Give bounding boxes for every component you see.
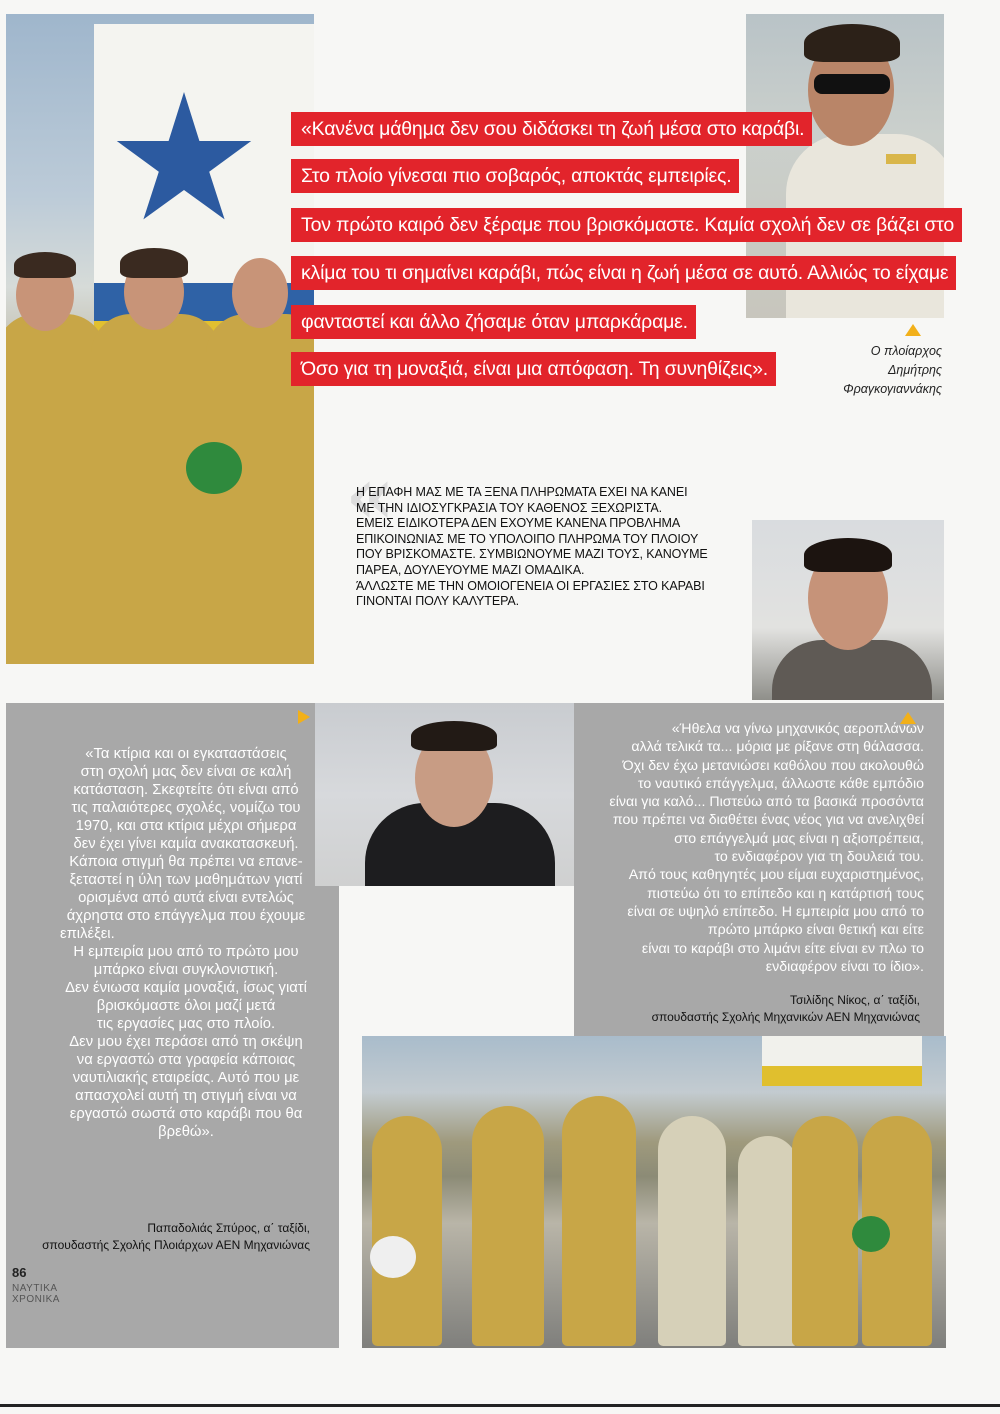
right-student-quote: «Ήθελα να γίνω μηχανικός αεροπλάνων αλλά τελικά τα... μόρια με ρίξανε στη θάλασσα. Όχι δεν έχω μετανιώσει καθόλου που ακολουθώ το ναυτικό επάγγελμα, άλλωστε κάθε εμπόδιο είναι για καλό... Πιστεύω από τα βασικά προσόντα που πρέπει να διαθέτει ένας νέος για να ανελιχθεί στο επάγγελμά μας είναι η αξιοπρέπεια, το ενδιαφέρον για τη δουλειά του. Από τους καθηγητές μου είμαι ευχαριστημένος, πιστεύω ότι το επίπεδο και η κατάρτισή τους είναι σε υψηλό επίπεδο. Η εμπειρία μου από το πρώτο μπάρκο είναι θετική και είτε είναι το καράβι στο λιμάνι είτε είναι εν πλω το ενδιαφέρον είναι το ίδιο». (609, 721, 924, 975)
crew-relations-quote: Η ΕΠΑΦΗ ΜΑΣ ΜΕ ΤΑ ΞΕΝΑ ΠΛΗΡΩΜΑΤΑ ΕΧΕΙ ΝΑ ΚΑΝΕΙ ΜΕ ΤΗΝ ΙΔΙΟΣΥΓΚΡΑΣΙΑ ΤΟΥ ΚΑΘΕΝΟΣ ΞΕΧΩΡΙΣΤΑ. ΕΜΕΙΣ ΕΙΔΙΚΟΤΕΡΑ ΔΕΝ ΕΧΟΥΜΕ ΚΑΝΕΝΑ ΠΡΟΒΛΗΜΑ ΕΠΙΚΟΙΝΩΝΙΑΣ ΜΕ ΤΟ ΥΠΟΛΟΙΠΟ ΠΛΗΡΩΜΑ ΤΟΥ ΠΛΟΙΟΥ ΠΟΥ ΒΡΙΣΚΟΜΑΣΤΕ. ΣΥΜΒΙΩΝΟΥΜΕ ΜΑΖΙ ΤΟΥΣ, ΚΑΝΟΥΜΕ ΠΑΡΕΑ, ΔΟΥΛΕΥΟΥΜΕ ΜΑΖΙ ΟΜΑΔΙΚΑ. ΆΛΛΩΣΤΕ ΜΕ ΤΗΝ ΟΜΟΙΟΓΕΝΕΙΑ ΟΙ ΕΡΓΑΣΙΕΣ ΣΤΟ ΚΑΡΑΒΙ ΓΙΝΟΝΤΑΙ ΠΟΛΥ ΚΑΛΥΤΕΡΑ. (356, 485, 708, 609)
crew-member (472, 1106, 544, 1346)
quote-line: Όσο για τη μοναξιά, είναι μια απόφαση. Τη συνηθίζεις». (291, 352, 776, 386)
student-papadolias-photo (315, 703, 574, 886)
right-quote-signature: Τσιλίδης Νίκος, α΄ ταξίδι, σπουδαστής Σχολής Μηχανικών ΑΕΝ Μηχανιώνας (651, 993, 920, 1024)
funnel-star-emblem (114, 92, 254, 232)
page-number: 86 (12, 1265, 27, 1280)
quote-line: «Κανένα μάθημα δεν σου διδάσκει τη ζωή μέσα στο καράβι. (291, 112, 812, 146)
triangle-marker-icon (905, 324, 921, 336)
student-portrait-photo (752, 520, 944, 700)
left-student-quote: «Τα κτίρια και οι εγκαταστάσεις στη σχολή μας δεν είναι σε καλή κατάσταση. Σκεφτείτε ότι είναι από τις παλαιότερες σχολές, νομίζω του 1970, και στα κτίρια μέχρι σήμερα δεν έχει γίνει καμία ανακατασκευή. Κάποια στιγμή θα πρέπει να επανε- ξεταστεί η ύλη των μαθημάτων γιατί ορισμένα από αυτά είναι εντελώς άχρηστα στο επάγγελμα που έχουμε επιλέξει. Η εμπειρία μου από το πρώτο μου μπάρκο είναι συγκλονιστική. Δεν ένιωσα καμία μοναξιά, ίσως γιατί βρισκόμαστε όλοι μαζί μετά τις εργασίες μας στο πλοίο. Δεν μου έχει περάσει από τη σκέψη να εργαστώ στα γραφεία κάποιας ναυτιλιακής εταιρείας. Αυτό που με απασχολεί αυτή τη στιγμή είναι να εργαστώ σωστά στο καράβι που θα βρεθώ». (60, 746, 307, 1140)
officer (738, 1136, 798, 1346)
green-helmet (186, 442, 242, 494)
crew-member (372, 1116, 442, 1346)
crew-member (562, 1096, 636, 1346)
triangle-marker-icon (298, 710, 310, 724)
sunglasses (814, 74, 890, 94)
quote-line: Τον πρώτο καιρό δεν ξέραμε που βρισκόμαστε. Καμία σχολή δεν σε βάζει στο (291, 208, 962, 242)
quote-line: Στο πλοίο γίνεσαι πιο σοβαρός, αποκτάς εμπειρίες. (291, 159, 739, 193)
crew-member (792, 1116, 858, 1346)
quote-mark-glyph: « (345, 448, 395, 542)
bottom-rule (0, 1404, 1000, 1407)
officer (658, 1116, 726, 1346)
quote-line: φανταστεί και άλλο ζήσαμε όταν μπαρκάραμε. (291, 305, 696, 339)
captain-caption: Ο πλοίαρχος Δημήτρης Φραγκογιαννάκης (843, 344, 942, 396)
white-helmet (370, 1236, 416, 1278)
crew-funnel-photo (6, 14, 314, 664)
quote-line: κλίμα του τι σημαίνει καράβι, πώς είναι η ζωή μέσα σε αυτό. Αλλιώς το είχαμε (291, 256, 956, 290)
magazine-name: ΝΑΥΤΙΚΑ ΧΡΟΝΙΚΑ (12, 1283, 60, 1305)
green-helmet (852, 1216, 890, 1252)
left-quote-signature: Παπαδολιάς Σπύρος, α΄ ταξίδι, σπουδαστής Σχολής Πλοιάρχων ΑΕΝ Μηχανιώνας (42, 1221, 310, 1252)
crew-group-photo (362, 1036, 946, 1348)
